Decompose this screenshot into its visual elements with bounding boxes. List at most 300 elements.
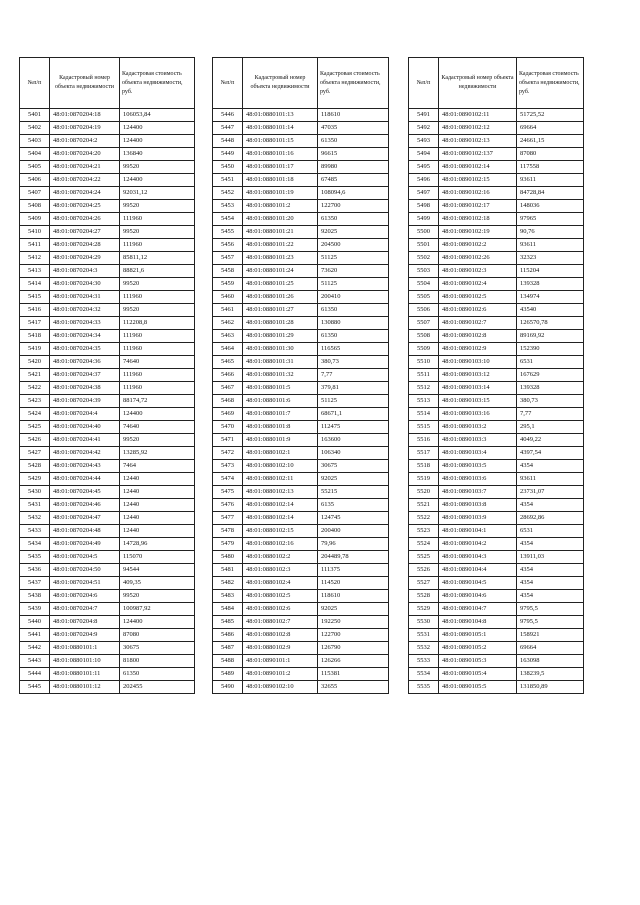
cadastral-value: 6531 [517,356,584,369]
table-row [213,486,389,499]
row-number: 5497 [409,187,439,200]
row-number: 5440 [20,616,50,629]
row-number: 5443 [20,655,50,668]
table-row [409,369,584,382]
table-row [213,512,389,525]
row-number: 5500 [409,226,439,239]
col-header-cadastral: Кадастровый номер объекта недвижимости [243,58,318,109]
row-number: 5485 [213,616,243,629]
table-row [213,291,389,304]
cadastral-number: 48:01:0880102:3 [243,564,318,577]
table-row [20,109,195,122]
cadastral-value: 108094,6 [318,187,389,200]
cadastral-value: 32655 [318,681,389,694]
row-number: 5493 [409,135,439,148]
table-row [20,421,195,434]
cadastral-number: 48:01:0890104:2 [439,538,517,551]
row-number: 5431 [20,499,50,512]
cadastral-number: 48:01:0870204:22 [50,174,120,187]
cadastral-value: 4354 [517,564,584,577]
cadastral-value: 100987,92 [120,603,195,616]
cadastral-number: 48:01:0890102:10 [243,681,318,694]
cadastral-number: 48:01:0880101:25 [243,278,318,291]
row-number: 5470 [213,421,243,434]
table-body [20,109,195,694]
table-row [20,226,195,239]
table-row [20,590,195,603]
cadastral-number: 48:01:0870204:28 [50,239,120,252]
table-row [213,382,389,395]
cadastral-number: 48:01:0870204:4 [50,408,120,421]
cadastral-number: 48:01:0870204:3 [50,265,120,278]
cadastral-value: 409,35 [120,577,195,590]
cadastral-number: 48:01:0880101:24 [243,265,318,278]
cadastral-value: 152390 [517,343,584,356]
cadastral-number: 48:01:0880101:20 [243,213,318,226]
table-row [409,213,584,226]
table-row [409,499,584,512]
table-row [20,369,195,382]
row-number: 5424 [20,408,50,421]
table-row [20,564,195,577]
table-row [20,213,195,226]
table-row [20,551,195,564]
row-number: 5413 [20,265,50,278]
row-number: 5456 [213,239,243,252]
cadastral-number: 48:01:0880101:1 [50,642,120,655]
row-number: 5467 [213,382,243,395]
table-row [20,486,195,499]
table-row [409,317,584,330]
row-number: 5421 [20,369,50,382]
cadastral-number: 48:01:0880102:16 [243,538,318,551]
cadastral-number: 48:01:0880101:19 [243,187,318,200]
cadastral-number: 48:01:0880102:7 [243,616,318,629]
table-header-row [20,58,195,109]
table-row [213,122,389,135]
row-number: 5491 [409,109,439,122]
cadastral-number: 48:01:0880102:13 [243,486,318,499]
row-number: 5402 [20,122,50,135]
table-row [20,473,195,486]
row-number: 5475 [213,486,243,499]
cadastral-number: 48:01:0890103:3 [439,434,517,447]
table-row [213,447,389,460]
col-header-value: Кадастровая стоимость объекта недвижимости, руб. [517,58,584,109]
table-row [213,408,389,421]
cadastral-number: 48:01:0880102:5 [243,590,318,603]
cadastral-value: 115204 [517,265,584,278]
table-row [409,434,584,447]
row-number: 5404 [20,148,50,161]
cadastral-number: 48:01:0870204:46 [50,499,120,512]
table-row [213,577,389,590]
row-number: 5534 [409,668,439,681]
cadastral-value: 47035 [318,122,389,135]
table-row [409,395,584,408]
table-row [20,317,195,330]
row-number: 5530 [409,616,439,629]
cadastral-number: 48:01:0890105:5 [439,681,517,694]
row-number: 5527 [409,577,439,590]
cadastral-value: 111960 [120,369,195,382]
cadastral-number: 48:01:0890102:18 [439,213,517,226]
cadastral-number: 48:01:0880102:11 [243,473,318,486]
cadastral-number: 48:01:0890104:1 [439,525,517,538]
row-number: 5517 [409,447,439,460]
row-number: 5464 [213,343,243,356]
cadastral-value: 167629 [517,369,584,382]
table-header-row [213,58,389,109]
cadastral-value: 13285,92 [120,447,195,460]
cadastral-value: 87080 [517,148,584,161]
cadastral-number: 48:01:0870204:31 [50,291,120,304]
table-row [20,304,195,317]
cadastral-number: 48:01:0870204:6 [50,590,120,603]
cadastral-value: 112475 [318,421,389,434]
table-row [213,642,389,655]
row-number: 5428 [20,460,50,473]
row-number: 5457 [213,252,243,265]
cadastral-value: 111960 [120,343,195,356]
row-number: 5445 [20,681,50,694]
cadastral-number: 48:01:0880101:18 [243,174,318,187]
cadastral-number: 48:01:0890103:9 [439,512,517,525]
row-number: 5462 [213,317,243,330]
table-row [409,356,584,369]
cadastral-value: 139328 [517,382,584,395]
table-body [409,109,584,694]
table-row [409,174,584,187]
table-row [213,551,389,564]
table-row [20,187,195,200]
cadastral-value: 200400 [318,525,389,538]
row-number: 5436 [20,564,50,577]
table-row [213,681,389,694]
row-number: 5458 [213,265,243,278]
col-header-value: Кадастровая стоимость объекта недвижимости, руб. [120,58,195,109]
col-header-num: №п/п [20,58,50,109]
table-row [20,330,195,343]
cadastral-value: 99520 [120,434,195,447]
cadastral-number: 48:01:0890105:1 [439,629,517,642]
row-number: 5496 [409,174,439,187]
table-row [20,460,195,473]
cadastral-value: 380,73 [517,395,584,408]
row-number: 5452 [213,187,243,200]
cadastral-value: 92025 [318,603,389,616]
table-row [20,434,195,447]
row-number: 5407 [20,187,50,200]
cadastral-value: 69664 [517,122,584,135]
cadastral-value: 92025 [318,226,389,239]
cadastral-number: 48:01:0880101:11 [50,668,120,681]
cadastral-number: 48:01:0870204:26 [50,213,120,226]
row-number: 5471 [213,434,243,447]
cadastral-value: 115070 [120,551,195,564]
cadastral-value: 111960 [120,239,195,252]
cadastral-value: 122700 [318,200,389,213]
cadastral-number: 48:01:0890102:9 [439,343,517,356]
table-row [213,629,389,642]
table-row [213,538,389,551]
table-row [409,668,584,681]
table-row [213,226,389,239]
table-row [20,135,195,148]
cadastral-number: 48:01:0890102:2 [439,239,517,252]
row-number: 5484 [213,603,243,616]
table-row [213,304,389,317]
cadastral-number: 48:01:0880102:8 [243,629,318,642]
table-row [409,603,584,616]
table-row [20,252,195,265]
cadastral-value: 92031,12 [120,187,195,200]
table-row [20,603,195,616]
cadastral-value: 43540 [517,304,584,317]
cadastral-number: 48:01:0890103:14 [439,382,517,395]
table-row [20,291,195,304]
table-row [213,148,389,161]
table-row [213,343,389,356]
col-header-value: Кадастровая стоимость объекта недвижимости, руб. [318,58,389,109]
row-number: 5507 [409,317,439,330]
table-row [20,642,195,655]
table-row [409,421,584,434]
cadastral-value: 51125 [318,252,389,265]
cadastral-value: 131850,89 [517,681,584,694]
row-number: 5486 [213,629,243,642]
table-row [409,642,584,655]
row-number: 5515 [409,421,439,434]
cadastral-value: 12440 [120,525,195,538]
cadastral-value: 93611 [517,473,584,486]
table-row [20,408,195,421]
table-row [20,265,195,278]
cadastral-value: 106053,84 [120,109,195,122]
table-row [20,629,195,642]
cadastral-value: 9795,5 [517,616,584,629]
table-row [213,135,389,148]
cadastral-number: 48:01:0870204:21 [50,161,120,174]
row-number: 5450 [213,161,243,174]
cadastral-number: 48:01:0880101:10 [50,655,120,668]
table-row [409,291,584,304]
cadastral-value: 118610 [318,590,389,603]
cadastral-number: 48:01:0870204:8 [50,616,120,629]
row-number: 5441 [20,629,50,642]
table-row [409,408,584,421]
cadastral-value: 61350 [318,213,389,226]
row-number: 5415 [20,291,50,304]
cadastral-value: 111960 [120,213,195,226]
cadastral-value: 9795,5 [517,603,584,616]
table-row [213,564,389,577]
table-row [213,603,389,616]
cadastral-number: 48:01:0890103:5 [439,460,517,473]
table-row [213,499,389,512]
cadastral-number: 48:01:0870204:18 [50,109,120,122]
row-number: 5473 [213,460,243,473]
cadastral-value: 13911,03 [517,551,584,564]
cadastral-number: 48:01:0870204:20 [50,148,120,161]
cadastral-value: 6531 [517,525,584,538]
cadastral-number: 48:01:0890104:8 [439,616,517,629]
table-row [213,395,389,408]
table-row [20,616,195,629]
cadastral-number: 48:01:0870204:25 [50,200,120,213]
row-number: 5499 [409,213,439,226]
row-number: 5480 [213,551,243,564]
row-number: 5514 [409,408,439,421]
cadastral-number: 48:01:0880101:8 [243,421,318,434]
cadastral-number: 48:01:0890102:3 [439,265,517,278]
cadastral-value: 87080 [120,629,195,642]
cadastral-value: 30675 [318,460,389,473]
cadastral-value: 99520 [120,304,195,317]
row-number: 5501 [409,239,439,252]
table-row [409,135,584,148]
cadastral-value: 51125 [318,395,389,408]
cadastral-number: 48:01:0880102:6 [243,603,318,616]
row-number: 5401 [20,109,50,122]
row-number: 5461 [213,304,243,317]
row-number: 5466 [213,369,243,382]
row-number: 5531 [409,629,439,642]
registry-table-2 [212,57,389,694]
row-number: 5518 [409,460,439,473]
cadastral-value: 4354 [517,590,584,603]
row-number: 5448 [213,135,243,148]
cadastral-value: 124745 [318,512,389,525]
cadastral-number: 48:01:0870204:49 [50,538,120,551]
cadastral-number: 48:01:0880101:23 [243,252,318,265]
cadastral-number: 48:01:0870204:37 [50,369,120,382]
row-number: 5434 [20,538,50,551]
cadastral-value: 97965 [517,213,584,226]
cadastral-number: 48:01:0880101:22 [243,239,318,252]
cadastral-number: 48:01:0890104:3 [439,551,517,564]
cadastral-value: 84728,84 [517,187,584,200]
row-number: 5437 [20,577,50,590]
cadastral-number: 48:01:0880101:7 [243,408,318,421]
row-number: 5489 [213,668,243,681]
table-row [409,252,584,265]
table-row [409,265,584,278]
row-number: 5446 [213,109,243,122]
cadastral-value: 158921 [517,629,584,642]
cadastral-value: 28692,86 [517,512,584,525]
row-number: 5503 [409,265,439,278]
cadastral-number: 48:01:0880101:6 [243,395,318,408]
row-number: 5528 [409,590,439,603]
table-row [20,681,195,694]
cadastral-number: 48:01:0890103:15 [439,395,517,408]
row-number: 5435 [20,551,50,564]
row-number: 5447 [213,122,243,135]
cadastral-number: 48:01:0870204:47 [50,512,120,525]
table-row [213,278,389,291]
cadastral-value: 139328 [517,278,584,291]
table-row [409,486,584,499]
row-number: 5512 [409,382,439,395]
cadastral-value: 88174,72 [120,395,195,408]
table-row [409,447,584,460]
cadastral-value: 99520 [120,226,195,239]
cadastral-value: 7464 [120,460,195,473]
cadastral-number: 48:01:0880101:32 [243,369,318,382]
cadastral-value: 124400 [120,135,195,148]
cadastral-value: 204489,78 [318,551,389,564]
row-number: 5451 [213,174,243,187]
cadastral-value: 88821,6 [120,265,195,278]
cadastral-value: 126570,78 [517,317,584,330]
row-number: 5411 [20,239,50,252]
cadastral-value: 111960 [120,291,195,304]
cadastral-value: 379,81 [318,382,389,395]
table-row [20,343,195,356]
cadastral-number: 48:01:0880102:2 [243,551,318,564]
row-number: 5442 [20,642,50,655]
cadastral-number: 48:01:0870204:45 [50,486,120,499]
cadastral-value: 12440 [120,486,195,499]
cadastral-value: 51125 [318,278,389,291]
table-row [409,109,584,122]
row-number: 5406 [20,174,50,187]
table-row [409,330,584,343]
cadastral-value: 61350 [120,668,195,681]
row-number: 5526 [409,564,439,577]
cadastral-value: 118610 [318,109,389,122]
table-row [409,564,584,577]
table-row [409,382,584,395]
row-number: 5429 [20,473,50,486]
cadastral-value: 51725,52 [517,109,584,122]
cadastral-number: 48:01:0890102:26 [439,252,517,265]
row-number: 5505 [409,291,439,304]
table-row [213,356,389,369]
cadastral-value: 163098 [517,655,584,668]
cadastral-number: 48:01:0880101:16 [243,148,318,161]
table-row [213,187,389,200]
cadastral-number: 48:01:0890103:7 [439,486,517,499]
cadastral-number: 48:01:0870204:30 [50,278,120,291]
table-row [213,460,389,473]
table-row [409,577,584,590]
cadastral-number: 48:01:0870204:43 [50,460,120,473]
table-row [409,161,584,174]
cadastral-value: 124400 [120,122,195,135]
table-row [213,668,389,681]
cadastral-number: 48:01:0870204:7 [50,603,120,616]
row-number: 5417 [20,317,50,330]
cadastral-value: 192250 [318,616,389,629]
cadastral-value: 111375 [318,564,389,577]
cadastral-value: 7,77 [517,408,584,421]
cadastral-value: 99520 [120,278,195,291]
cadastral-value: 115381 [318,668,389,681]
row-number: 5483 [213,590,243,603]
cadastral-value: 116565 [318,343,389,356]
cadastral-number: 48:01:0890102:4 [439,278,517,291]
cadastral-value: 204500 [318,239,389,252]
cadastral-value: 4354 [517,460,584,473]
table-row [20,577,195,590]
row-number: 5449 [213,148,243,161]
table-row [213,434,389,447]
cadastral-number: 48:01:0890102:17 [439,200,517,213]
row-number: 5510 [409,356,439,369]
table-row [213,317,389,330]
